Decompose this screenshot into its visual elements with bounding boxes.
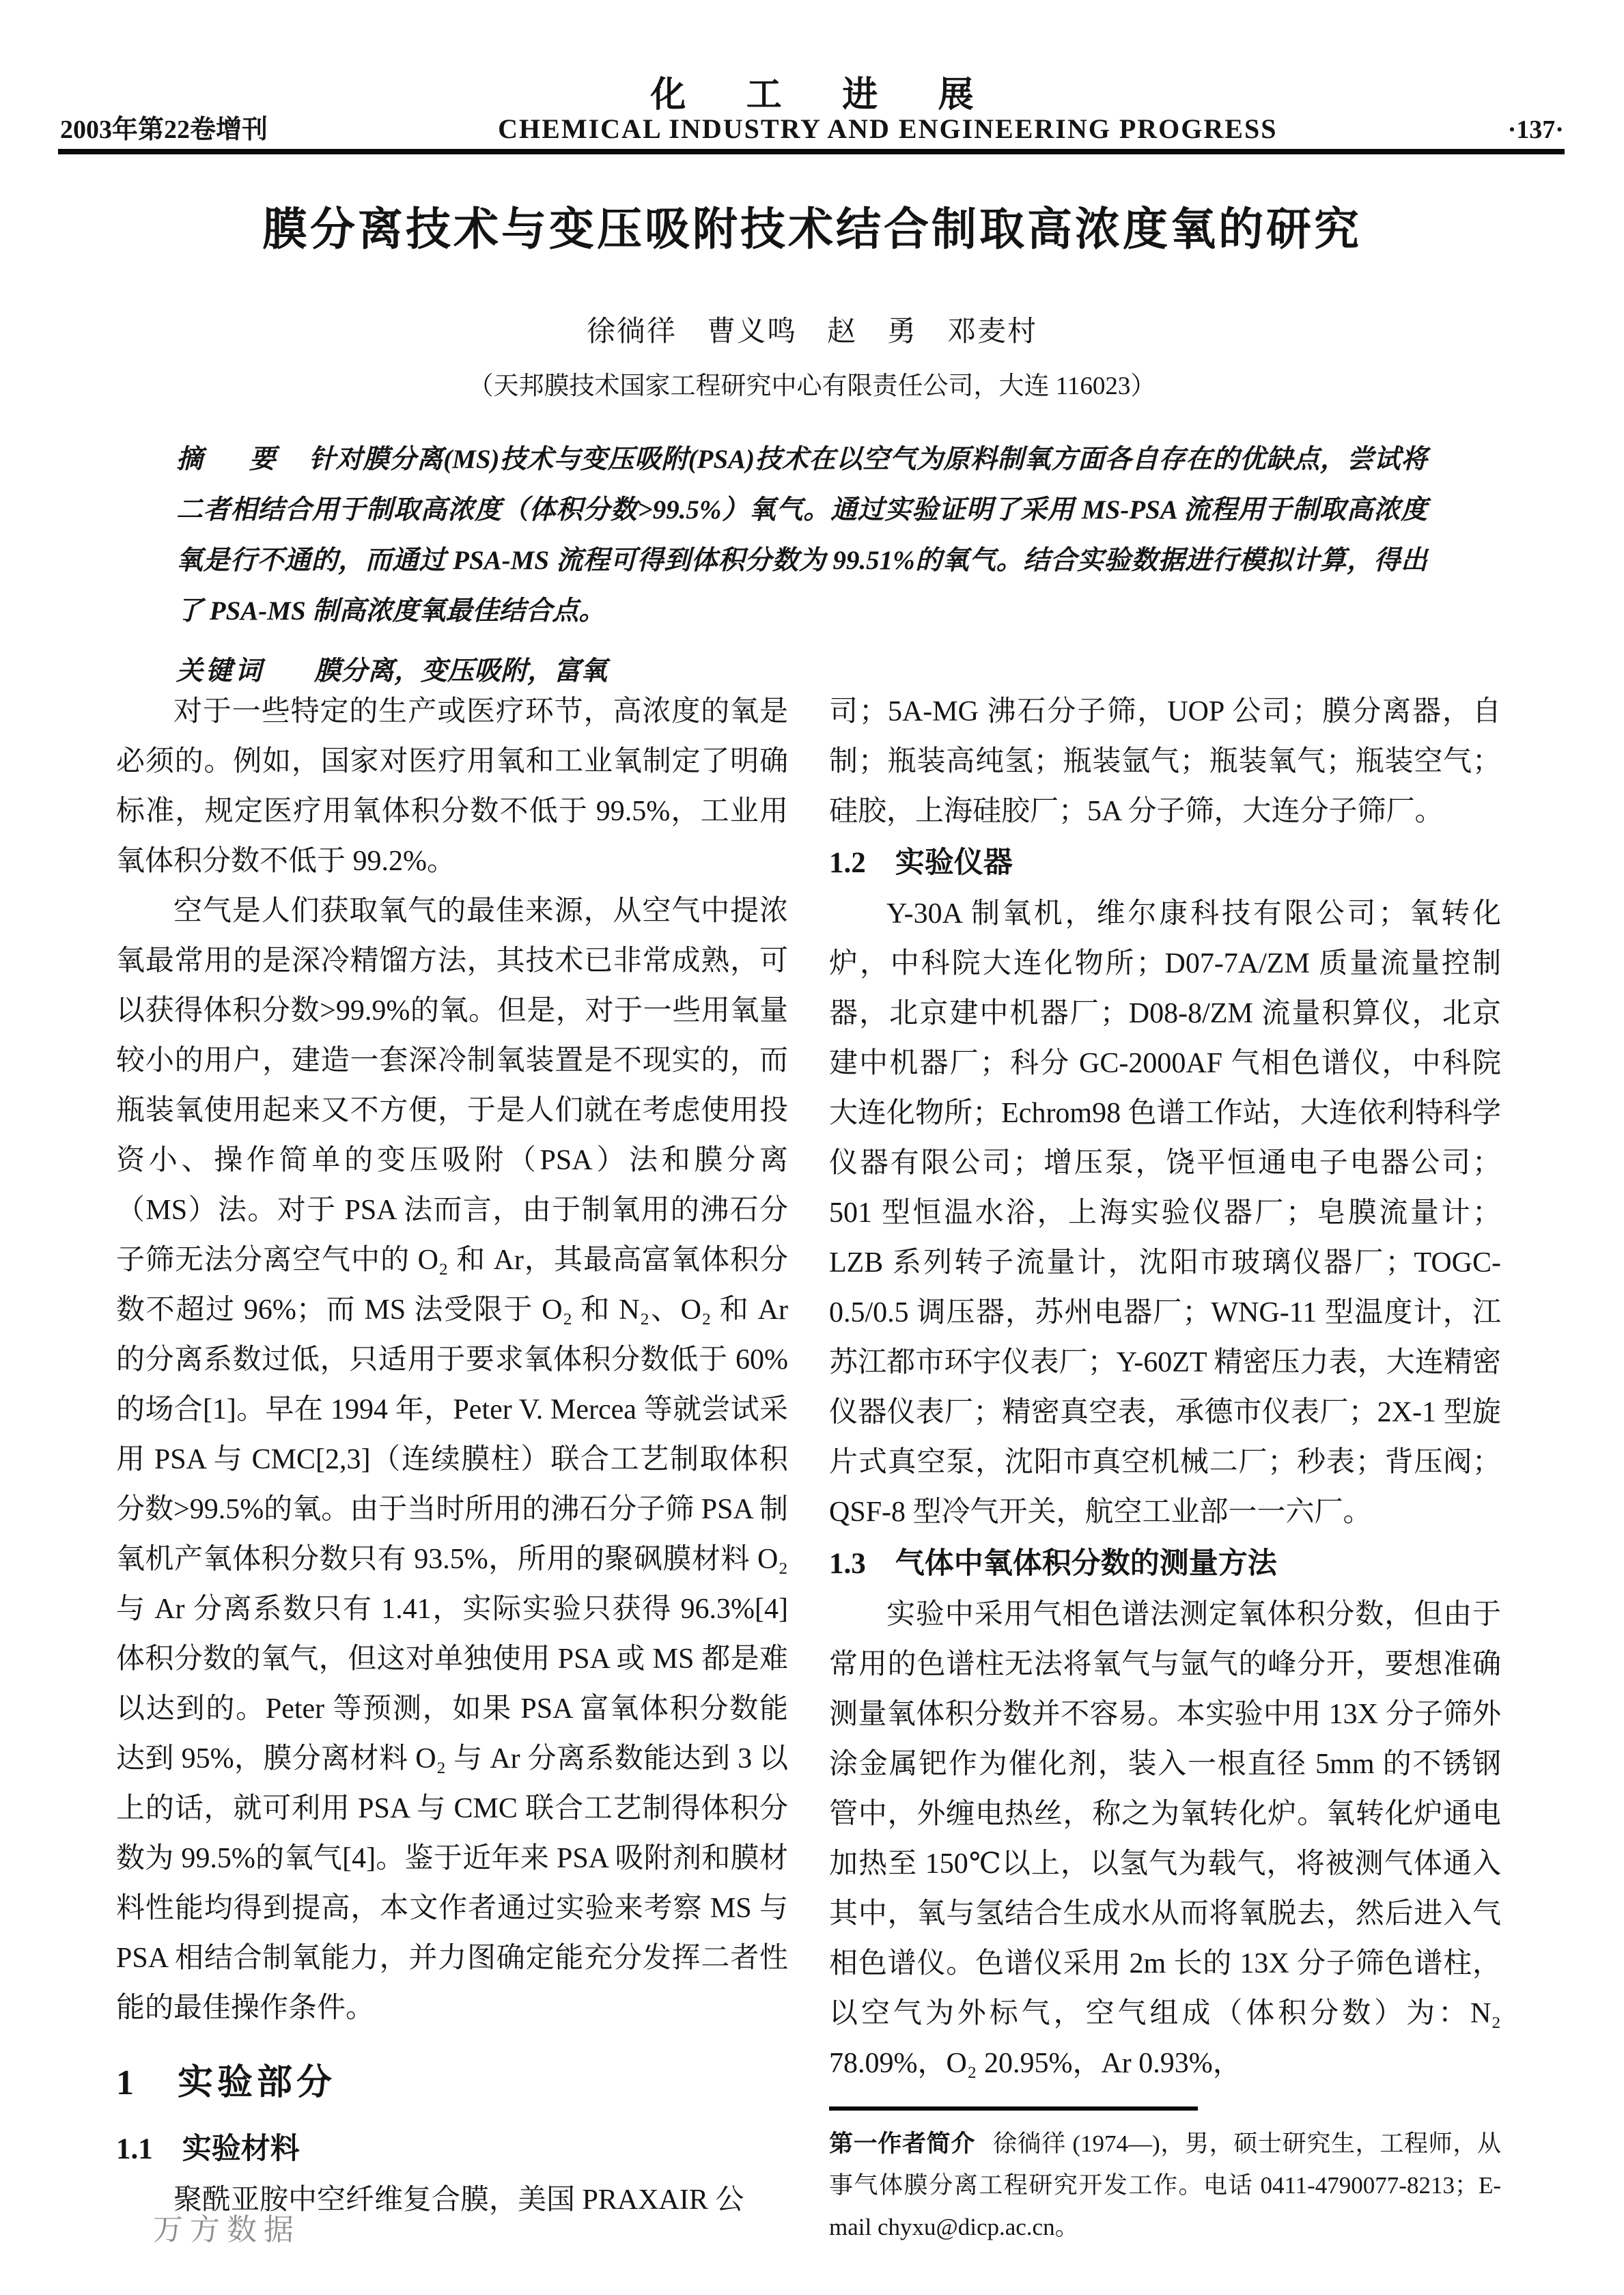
authors: 徐徜徉 曹义鸣 赵 勇 邓麦村: [586, 316, 1037, 348]
paragraph: Y-30A 制氧机，维尔康科技有限公司；氧转化炉，中科院大连化物所；D07-7A/ZM 质量流量控制器，北京建中机器厂；D08-8/ZM 流量积算仪，北京建中机器厂；科分 GC-2000AF 气相色谱仪，中科院大连化物所；Echrom98 色谱工作站，大连依利特科学仪器有限公司；增压泵，饶平恒通电子电器公司；501 型恒温水浴，上海实验仪器厂；皂膜流量计；LZB 系列转子流量计，沈阳市玻璃仪器厂；TOGC-0.5/0.5 调压器，苏州电器厂；WNG-11 型温度计，江苏江都市环宇仪表厂；Y-60ZT 精密压力表，大连精密仪器仪表厂；精密真空表，承德市仪表厂；2X-1 型旋片式真空泵，沈阳市真空机械二厂；秒表；背压阀；QSF-8 型冷气开关，航空工业部一一六厂。: [829, 898, 1501, 1528]
journal-info-line: [60, 108, 1564, 145]
affiliation: （天邦膜技术国家工程研究中心有限责任公司，大连 116023）: [468, 372, 1156, 400]
footnote-text: 徐徜徉 (1974—)，男，硕士研究生，工程师，从事气体膜分离工程研究开发工作。电话 0411-4790077-8213；E-mail chyxu@dicp.ac.cn。: [829, 2130, 1501, 2240]
keywords-label: 关键词: [176, 656, 265, 686]
paper-title: 膜分离技术与变压吸附技术结合制取高浓度氧的研究: [262, 205, 1362, 255]
volume-issue: 2003年第22卷增刊: [60, 115, 268, 144]
watermark: 万方数据: [153, 2213, 300, 2247]
page-number: ·137·: [1507, 115, 1564, 144]
author-bio-footnote: [829, 2106, 1501, 2248]
paragraph: 司；5A-MG 沸石分子筛，UOP 公司；膜分离器，自制；瓶装高纯氢；瓶装氩气；瓶装氧气；瓶装空气；硅胶，上海硅胶厂；5A 分子筛，大连分子筛厂。: [829, 696, 1501, 827]
right-column: [829, 687, 1501, 2248]
subsection-heading-1-1: 1.1 实验材料: [116, 2133, 300, 2165]
footnote-label: 第一作者简介: [829, 2130, 975, 2157]
abstract-label: 摘 要: [176, 445, 286, 474]
journal-name-en: CHEMICAL INDUSTRY AND ENGINEERING PROGRESS: [498, 113, 1278, 144]
abstract-text: 针对膜分离(MS)技术与变压吸附(PSA)技术在以空气为原料制氧方面各自存在的优缺点，尝试将二者相结合用于制取高浓度（体积分数>99.5%）氧气。通过实验证明了采用 MS-PSA 流程用于制取高浓度氧是行不通的，而通过 PSA-MS 流程可得到体积分数为 99.51%的氧气。结合实验数据进行模拟计算，得出了 PSA-MS 制高浓度氧最佳结合点。: [176, 445, 1427, 626]
abstract-block: [176, 434, 1427, 697]
left-column: [116, 687, 788, 2225]
journal-name-cn: 化工进展: [650, 76, 1034, 115]
paragraph: 实验中采用气相色谱法测定氧体积分数，但由于常用的色谱柱无法将氧气与氩气的峰分开，要想准确测量氧体积分数并不容易。本实验中用 13X 分子筛外涂金属钯作为催化剂，装入一根直径 5mm 的不锈钢管中，外缠电热丝，称之为氧转化炉。氧转化炉通电加热至 150℃以上，以氢气为载气，将被测气体通入其中，氧与氢结合生成水从而将氧脱去，然后进入气相色谱仪。色谱仪采用 2m 长的 13X 分子筛色谱柱，以空气为外标气，空气组成（体积分数）为：N₂ 78.09%，O₂ 20.95%，Ar 0.93%，: [829, 1599, 1501, 2079]
header-rule: [58, 149, 1565, 154]
footnote-rule: [829, 2106, 1198, 2111]
subsection-heading-1-2: 1.2 实验仪器: [829, 847, 1013, 879]
paragraph: 聚酰亚胺中空纤维复合膜，美国 PRAXAIR 公: [173, 2184, 744, 2216]
paragraph: 对于一些特定的生产或医疗环节，高浓度的氧是必须的。例如，国家对医疗用氧和工业氧制定了明确标准，规定医疗用氧体积分数不低于 99.5%，工业用氧体积分数不低于 99.2%。: [116, 696, 788, 877]
keywords-text: 膜分离，变压吸附，富氧: [314, 656, 608, 686]
abstract: [176, 434, 1427, 637]
section-heading-1: 1 实验部分: [116, 2063, 337, 2102]
subsection-heading-1-3: 1.3 气体中氧体积分数的测量方法: [829, 1548, 1277, 1580]
paragraph: 空气是人们获取氧气的最佳来源，从空气中提浓氧最常用的是深冷精馏方法，其技术已非常成熟，可以获得体积分数>99.9%的氧。但是，对于一些用氧量较小的用户，建造一套深冷制氧装置是不现实的，而瓶装氧使用起来又不方便，于是人们就在考虑使用投资小、操作简单的变压吸附（PSA）法和膜分离（MS）法。对于 PSA 法而言，由于制氧用的沸石分子筛无法分离空气中的 O₂ 和 Ar，其最高富氧体积分数不超过 96%；而 MS 法受限于 O₂ 和 N₂、O₂ 和 Ar 的分离系数过低，只适用于要求氧体积分数低于 60%的场合[1]。早在 1994 年，Peter V. Mercea 等就尝试采用 PSA 与 CMC[2,3]（连续膜柱）联合工艺制取体积分数>99.5%的氧。由于当时所用的沸石分子筛 PSA 制氧机产氧体积分数只有 93.5%，所用的聚砜膜材料 O₂ 与 Ar 分离系数只有 1.41，实际实验只获得 96.3%[4]体积分数的氧气，但这对单独使用 PSA 或 MS 都是难以达到的。Peter 等预测，如果 PSA 富氧体积分数能达到 95%，膜分离材料 O₂ 与 Ar 分离系数能达到 3 以上的话，就可利用 PSA 与 CMC 联合工艺制得体积分数为 99.5%的氧气[4]。鉴于近年来 PSA 吸附剂和膜材料性能均得到提高，本文作者通过实验来考察 MS 与 PSA 相结合制氧能力，并力图确定能充分发挥二者性能的最佳操作条件。: [116, 895, 788, 2024]
